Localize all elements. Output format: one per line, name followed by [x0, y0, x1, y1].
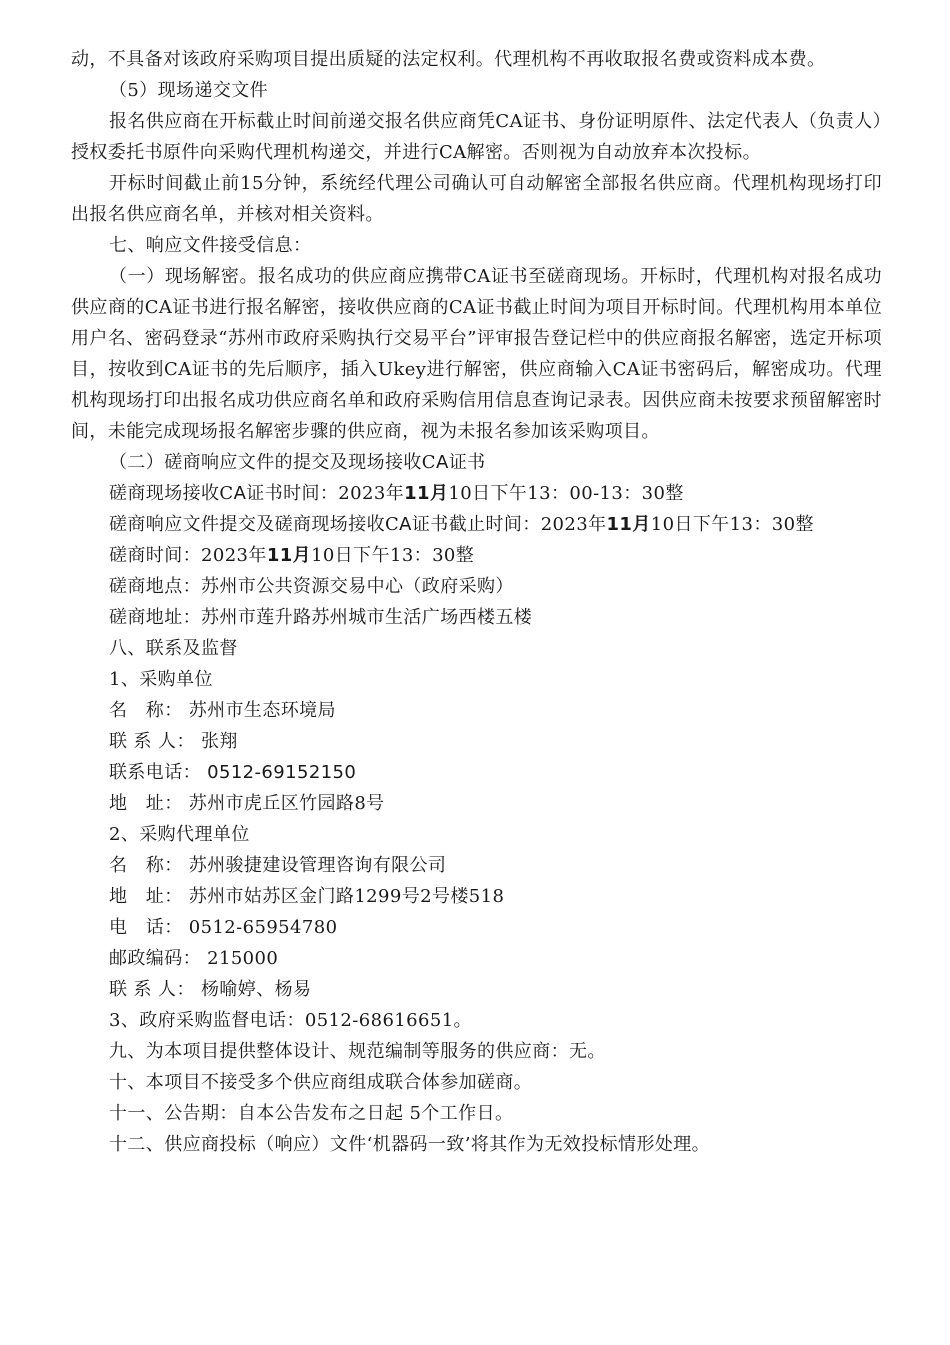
purchaser-phone-line: 联系电话： 0512-69152150: [109, 762, 357, 783]
section8-title: 八、联系及监督: [109, 638, 238, 659]
consult-address-line: 磋商地址：苏州市莲升路苏州城市生活广场西楼五楼: [109, 607, 533, 628]
purchaser-name-line: 名 称： 苏州市生态环境局: [109, 700, 336, 721]
supervision-phone-line: 3、政府采购监督电话：0512-68616651。: [109, 1010, 472, 1031]
section9-line: 九、为本项目提供整体设计、规范编制等服务的供应商：无。: [109, 1041, 606, 1062]
purchaser-address-line: 地 址： 苏州市虎丘区竹园路8号: [109, 793, 385, 814]
consult-time-line: 磋商时间：2023年11月10日下午13：30整: [109, 545, 475, 566]
section6-continuation: 动，不具备对该政府采购项目提出质疑的法定权利。代理机构不再收取报名费或资料成本费。: [71, 49, 826, 70]
agency-phone-line: 电 话： 0512-65954780: [109, 917, 338, 938]
deadline-line: 磋商响应文件提交及磋商现场接收CA证书截止时间：2023年11月10日下午13：30整: [109, 514, 814, 535]
section7-part2-title: （二）磋商响应文件的提交及现场接收CA证书: [109, 452, 486, 473]
sub5-title: （5）现场递交文件: [109, 80, 269, 101]
section7-part1-paragraph: （一）现场解密。报名成功的供应商应携带CA证书至磋商现场。开标时，代理机构对报名成功供应商的CA证书进行报名解密，接收供应商的CA证书截止时间为项目开标时间。代理机构用本单位用户名、密码登录“苏州市政府采购执行交易平台”评审报告登记栏中的供应商报名解密，选定开标项目，按收到CA证书的先后顺序，插入Ukey进行解密，供应商输入CA证书密码后，解密成功。代理机构现场打印出报名成功供应商名单和政府采购信用信息查询记录表。因供应商未按要求预留解密时间，未能完成现场报名解密步骤的供应商，视为未报名参加该采购项目。: [71, 266, 882, 442]
purchaser-contact-line: 联 系 人： 张翔: [109, 731, 238, 752]
section11-line: 十一、公告期：自本公告发布之日起 5个工作日。: [109, 1103, 514, 1124]
section12-line: 十二、供应商投标（响应）文件‘机器码一致’将其作为无效投标情形处理。: [109, 1134, 711, 1155]
agency-title: 2、采购代理单位: [109, 824, 250, 845]
agency-postcode-line: 邮政编码： 215000: [109, 948, 279, 969]
agency-address-line: 地 址： 苏州市姑苏区金门路1299号2号楼518: [109, 886, 505, 907]
purchaser-title: 1、采购单位: [109, 669, 213, 690]
agency-name-line: 名 称： 苏州骏捷建设管理咨询有限公司: [109, 855, 447, 876]
section7-title: 七、响应文件接受信息：: [109, 235, 312, 256]
agency-contact-line: 联 系 人： 杨喻婷、杨易: [109, 979, 312, 1000]
sub5-paragraph-2: 开标时间截止前15分钟，系统经代理公司确认可自动解密全部报名供应商。代理机构现场打印出报名供应商名单，并核对相关资料。: [71, 173, 882, 225]
sub5-paragraph-1: 报名供应商在开标截止时间前递交报名供应商凭CA证书、身份证明原件、法定代表人（负责人）授权委托书原件向采购代理机构递交，并进行CA解密。否则视为自动放弃本次投标。: [71, 111, 882, 163]
section10-line: 十、本项目不接受多个供应商组成联合体参加磋商。: [109, 1072, 533, 1093]
consult-place-line: 磋商地点：苏州市公共资源交易中心（政府采购）: [109, 576, 514, 597]
receive-time-line: 磋商现场接收CA证书时间：2023年11月10日下午13：00-13：30整: [109, 483, 684, 504]
